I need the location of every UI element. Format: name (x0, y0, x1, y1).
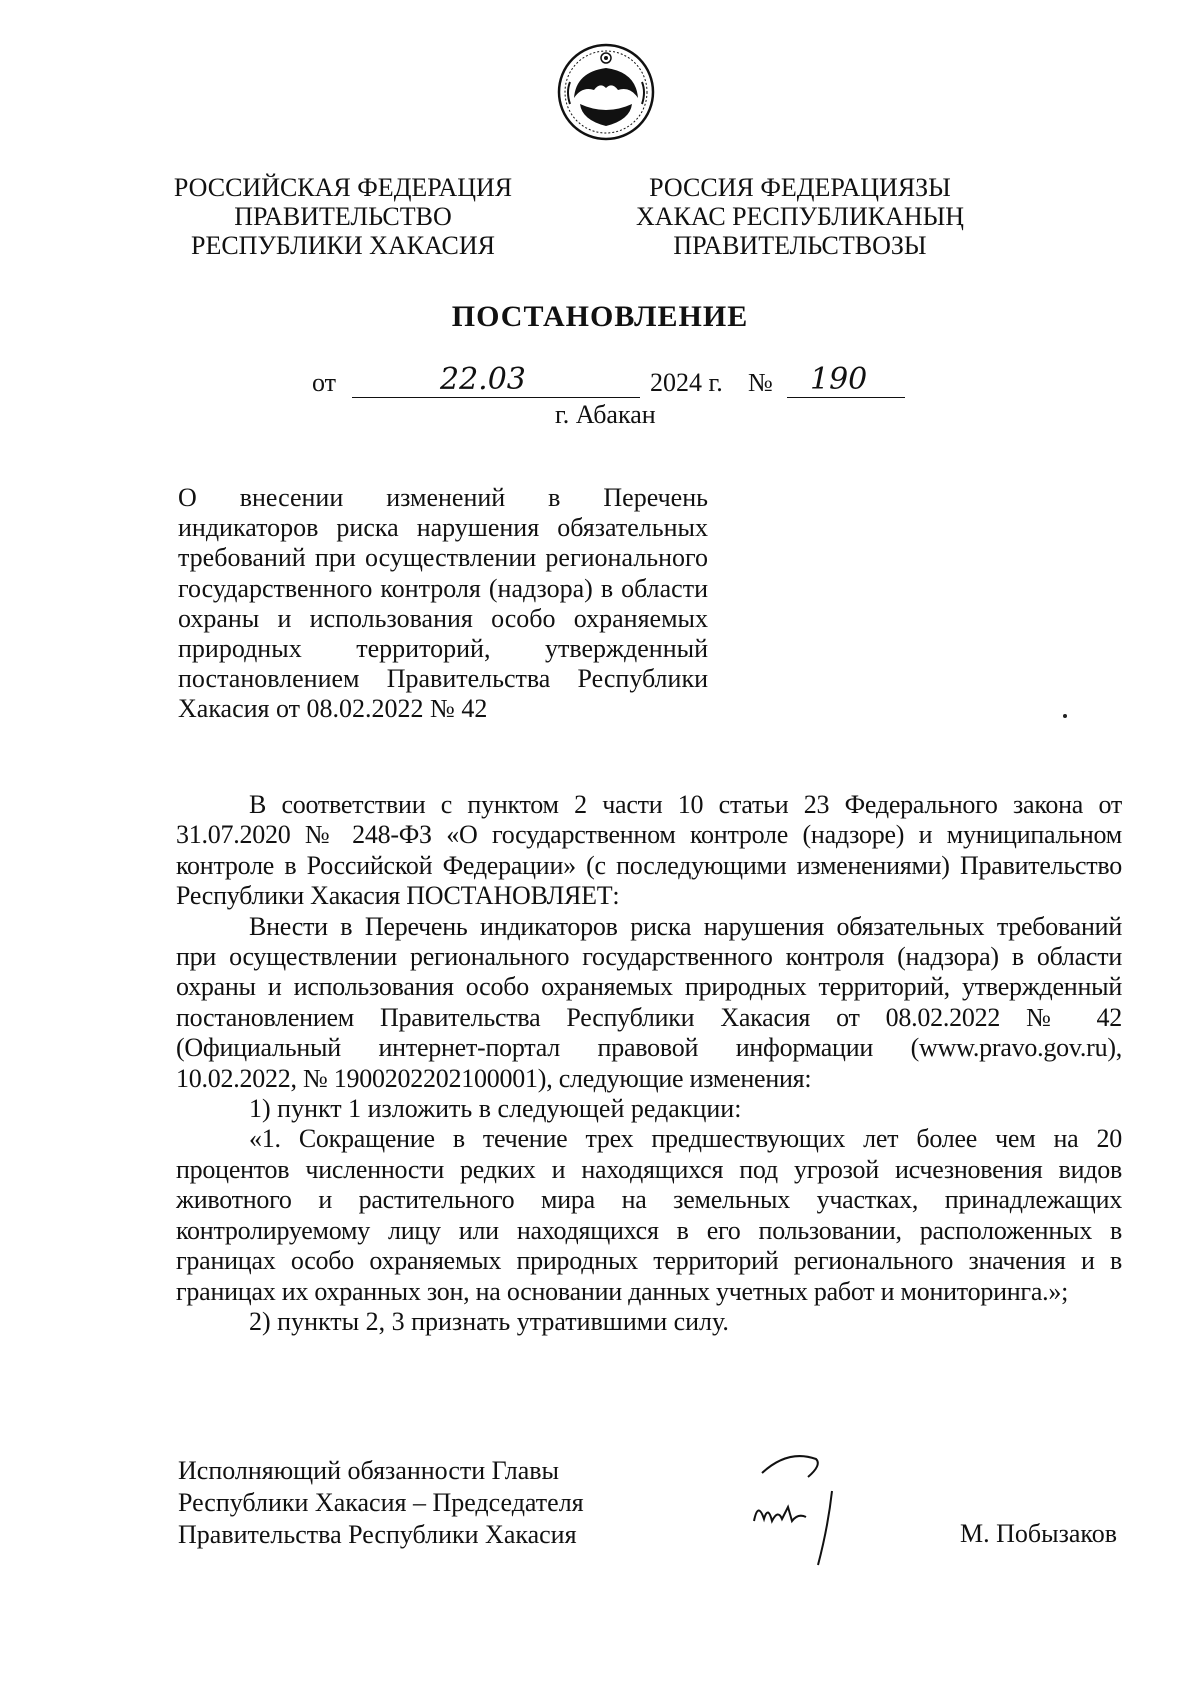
document-title: ПОСТАНОВЛЕНИЕ (451, 300, 749, 333)
number-prefix: № (748, 368, 773, 397)
stray-dot-mark (1063, 714, 1067, 718)
document-subject: О внесении изменений в Перечень индикаторов риска нарушения обязательных требований при осуществлении регионального государственного контроля (надзора) в области охраны и использования особо охраняемых природных территорий, утвержденный постановлением Правительства Республики Хакасия от 08.02.2022 № 42 (178, 483, 708, 724)
signatory-title (178, 1455, 618, 1551)
header-right-line-3: ПРАВИТЕЛЬСТВОЗЫ (673, 231, 927, 260)
year-label: 2024 г. (650, 368, 723, 397)
body-paragraph-4: «1. Сокращение в течение трех предшествующих лет более чем на 20 процентов численности редких и находящихся под угрозой исчезновения видов животного и растительного мира на земельных участках, принадлежащих контролируемому лицу или находящихся в его пользовании, расположенных в границах особо охраняемых природных территорий регионального значения и в границах их охранных зон, на основании данных учетных работ и мониторинга.»; (176, 1124, 1122, 1306)
header-left-block (133, 173, 553, 260)
body-paragraph-5: 2) пункты 2, 3 признать утратившими силу. (249, 1306, 729, 1336)
header-right-block (590, 173, 1010, 260)
header-left-line-2: ПРАВИТЕЛЬСТВО (234, 202, 452, 231)
handwritten-signature-icon (748, 1447, 858, 1567)
signatory-title-line-3: Правительства Республики Хакасия (178, 1520, 577, 1549)
handwritten-date: 22.03 (440, 362, 526, 397)
date-number-line (290, 362, 930, 404)
header-right-line-1: РОССИЯ ФЕДЕРАЦИЯЗЫ (649, 173, 951, 202)
signatory-title-line-2: Республики Хакасия – Председателя (178, 1488, 584, 1517)
body-paragraph-1: В соответствии с пунктом 2 части 10 статьи 23 Федерального закона от 31.07.2020 № 248-ФЗ «О государственном контроле (надзоре) и муниципальном контроле в Российской Федерации» (с последующими изменениями) Правительство Республики Хакасия ПОСТАНОВЛЯЕТ: (176, 790, 1122, 911)
document-body (176, 790, 1122, 1337)
date-underline (352, 397, 640, 398)
signatory-name: М. Побызаков (960, 1519, 1117, 1548)
coat-of-arms-emblem-icon (556, 42, 656, 142)
header-right-line-2: ХАКАС РЕСПУБЛИКАНЫҢ (635, 202, 965, 231)
number-underline (787, 397, 905, 398)
date-prefix: от (312, 368, 337, 397)
header-left-line-1: РОССИЙСКАЯ ФЕДЕРАЦИЯ (173, 173, 513, 202)
body-paragraph-3: 1) пункт 1 изложить в следующей редакции: (249, 1094, 742, 1124)
header-left-line-3: РЕСПУБЛИКИ ХАКАСИЯ (190, 231, 495, 260)
signatory-title-line-1: Исполняющий обязанности Главы (178, 1456, 559, 1485)
body-paragraph-2: Внести в Перечень индикаторов риска нарушения обязательных требований при осуществлении регионального государственного контроля (надзора) в области охраны и использования особо охраняемых природных территорий, утвержденный постановлением Правительства Республики Хакасия от 08.02.2022 № 42 (Официальный интернет-портал правовой информации (www.pravo.gov.ru), 10.02.2022, № 1900202202100001), следующие изменения: (176, 911, 1122, 1093)
city-label: г. Абакан (555, 400, 656, 429)
handwritten-number: 190 (810, 362, 868, 397)
